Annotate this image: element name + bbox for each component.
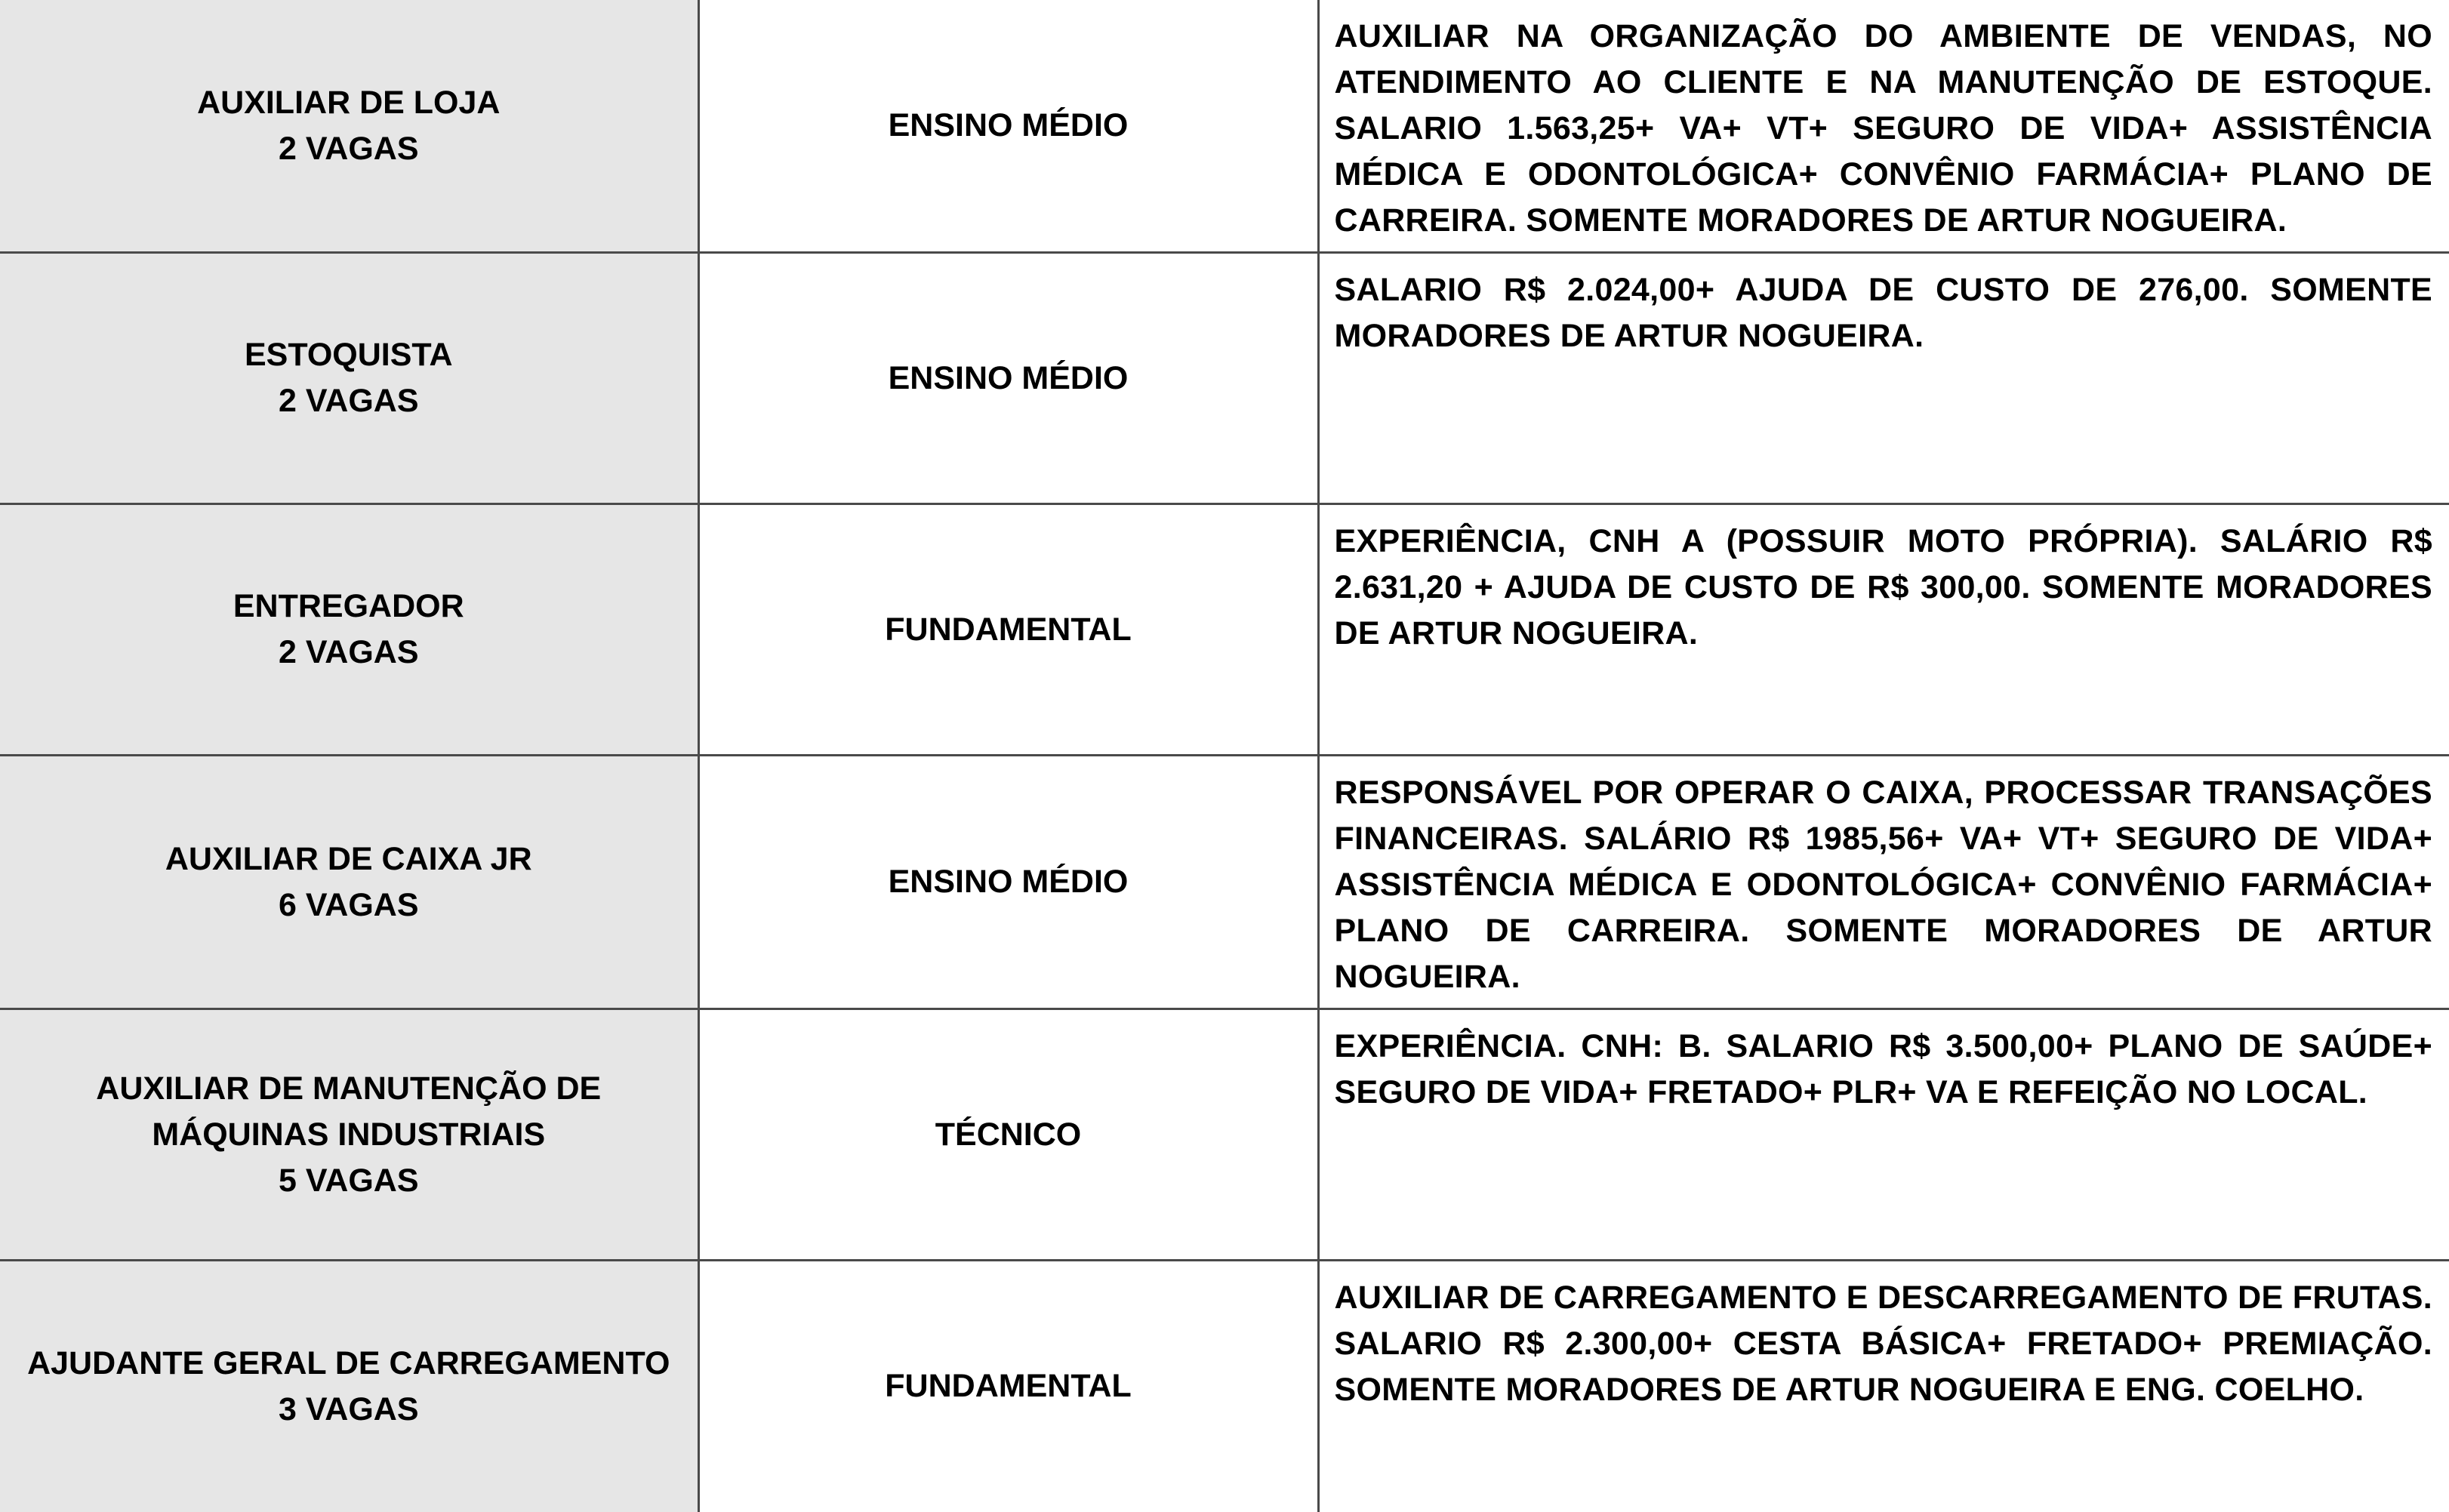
vacancy-count: 2 VAGAS — [278, 634, 419, 670]
job-title-cell — [0, 1009, 698, 1261]
vacancy-count: 2 VAGAS — [278, 130, 419, 167]
table-row — [0, 1261, 2449, 1512]
job-description: AUXILIAR NA ORGANIZAÇÃO DO AMBIENTE DE VENDAS, NO ATENDIMENTO AO CLIENTE E NA MANUTENÇÃO DE ESTOQUE. SALARIO 1.563,25+ VA+ VT+ SEGURO DE VIDA+ ASSISTÊNCIA MÉDICA E ODONTOLÓGICA+ CONVÊNIO FARMÁCIA+ PLANO DE CARREIRA. SOMENTE MORADORES DE ARTUR NOGUEIRA. — [1318, 0, 2449, 253]
vacancy-count: 5 VAGAS — [278, 1162, 419, 1199]
education-level: ENSINO MÉDIO — [698, 0, 1318, 253]
table-row — [0, 0, 2449, 253]
job-title-cell — [0, 756, 698, 1009]
table-row — [0, 1009, 2449, 1261]
vacancy-count: 3 VAGAS — [278, 1390, 419, 1427]
table-row — [0, 504, 2449, 756]
job-description: EXPERIÊNCIA. CNH: B. SALARIO R$ 3.500,00+ PLANO DE SAÚDE+ SEGURO DE VIDA+ FRETADO+ PLR+ VA E REFEIÇÃO NO LOCAL. — [1318, 1009, 2449, 1261]
job-title-cell — [0, 253, 698, 504]
job-title: AUXILIAR DE MANUTENÇÃO DE — [96, 1070, 602, 1107]
job-description: SALARIO R$ 2.024,00+ AJUDA DE CUSTO DE 276,00. SOMENTE MORADORES DE ARTUR NOGUEIRA. — [1318, 253, 2449, 504]
job-title-cell — [0, 1261, 698, 1512]
job-title: AUXILIAR DE LOJA — [197, 84, 501, 121]
table-row — [0, 756, 2449, 1009]
job-title-cell — [0, 504, 698, 756]
vacancy-count: 2 VAGAS — [278, 383, 419, 419]
education-level: ENSINO MÉDIO — [698, 756, 1318, 1009]
job-description: RESPONSÁVEL POR OPERAR O CAIXA, PROCESSAR TRANSAÇÕES FINANCEIRAS. SALÁRIO R$ 1985,56+ VA+ VT+ SEGURO DE VIDA+ ASSISTÊNCIA MÉDICA E ODONTOLÓGICA+ CONVÊNIO FARMÁCIA+ PLANO DE CARREIRA. SOMENTE MORADORES DE ARTUR NOGUEIRA. — [1318, 756, 2449, 1009]
education-level: ENSINO MÉDIO — [698, 253, 1318, 504]
education-level: TÉCNICO — [698, 1009, 1318, 1261]
vacancy-count: 6 VAGAS — [278, 886, 419, 923]
education-level: FUNDAMENTAL — [698, 1261, 1318, 1512]
job-description: EXPERIÊNCIA, CNH A (POSSUIR MOTO PRÓPRIA). SALÁRIO R$ 2.631,20 + AJUDA DE CUSTO DE R$ 300,00. SOMENTE MORADORES DE ARTUR NOGUEIRA. — [1318, 504, 2449, 756]
education-level: FUNDAMENTAL — [698, 504, 1318, 756]
job-title: ENTREGADOR — [233, 588, 464, 624]
job-title-line2: MÁQUINAS INDUSTRIAIS — [152, 1116, 546, 1153]
job-title: AJUDANTE GERAL DE CARREGAMENTO — [27, 1344, 670, 1381]
job-title: AUXILIAR DE CAIXA JR — [165, 840, 532, 877]
job-title: ESTOQUISTA — [244, 337, 453, 373]
table-row — [0, 253, 2449, 504]
job-description: AUXILIAR DE CARREGAMENTO E DESCARREGAMENTO DE FRUTAS. SALARIO R$ 2.300,00+ CESTA BÁSICA+ FRETADO+ PREMIAÇÃO. SOMENTE MORADORES DE ARTUR NOGUEIRA E ENG. COELHO. — [1318, 1261, 2449, 1512]
job-title-cell — [0, 0, 698, 253]
